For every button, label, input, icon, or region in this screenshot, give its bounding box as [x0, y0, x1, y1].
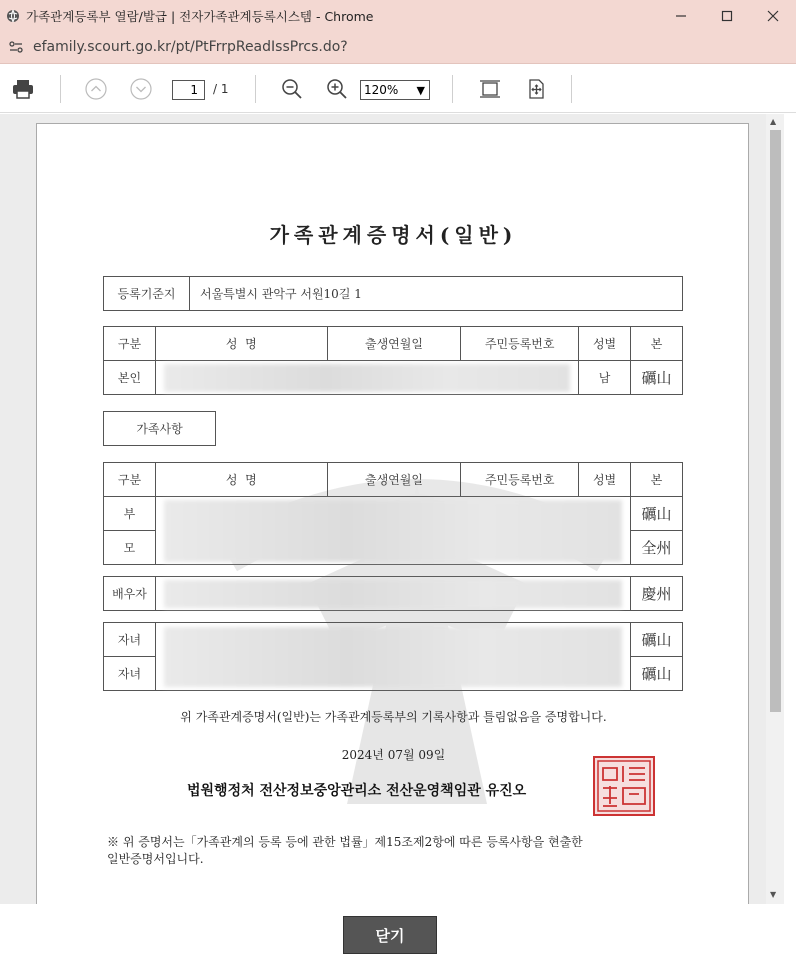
header-birth: 출생연월일: [327, 463, 461, 497]
mother-origin: 全州: [631, 531, 683, 565]
zoom-in-icon: [326, 78, 348, 100]
header-name: 성 명: [155, 463, 327, 497]
minimize-button[interactable]: [658, 0, 704, 31]
address-bar: [0, 31, 796, 64]
document-title: 가족관계증명서(일반): [269, 223, 518, 247]
child-type: 자녀: [104, 657, 156, 691]
zoom-out-icon: [281, 78, 303, 100]
tune-icon: [8, 39, 24, 55]
next-page-button[interactable]: [129, 77, 153, 101]
header-birth: 출생연월일: [327, 327, 461, 361]
scroll-up-icon[interactable]: ▲: [770, 117, 777, 126]
url-text[interactable]: efamily.scourt.go.kr/pt/PtFrrpReadIssPrcs.do?: [33, 39, 348, 55]
bottom-bar: [0, 904, 796, 966]
document-page: [36, 123, 749, 904]
maximize-icon: [721, 10, 733, 22]
child-origin: 礪山: [631, 623, 683, 657]
scroll-thumb[interactable]: [770, 130, 781, 712]
header-rrn: 주민등록번호: [461, 327, 579, 361]
maximize-button[interactable]: [704, 0, 750, 31]
self-sex: 남: [579, 361, 631, 395]
registry-label: 등록기준지: [104, 277, 190, 310]
redacted-area: [155, 361, 578, 395]
self-table: [103, 326, 683, 395]
zoom-select[interactable]: [360, 80, 430, 100]
zoom-value: 120%: [364, 83, 399, 97]
header-type: 구분: [104, 327, 156, 361]
chevron-down-icon: ▼: [416, 84, 425, 97]
legal-note: [107, 834, 667, 868]
child-type: 자녀: [104, 623, 156, 657]
fit-width-icon: [479, 78, 501, 100]
spouse-type: 배우자: [104, 577, 156, 611]
chevron-up-icon: [85, 78, 107, 100]
father-type: 부: [104, 497, 156, 531]
globe-icon: [6, 9, 20, 23]
self-origin: 礪山: [631, 361, 683, 395]
toolbar-divider: [255, 75, 256, 103]
document-viewer[interactable]: [0, 114, 766, 904]
note-line: 일반증명서입니다.: [107, 852, 204, 866]
header-rrn: 주민등록번호: [461, 463, 579, 497]
minimize-icon: [675, 10, 687, 22]
window-title-bar: [0, 0, 796, 31]
fit-width-button[interactable]: [478, 77, 502, 101]
registry-box: [103, 276, 683, 311]
certification-text: 위 가족관계증명서(일반)는 가족관계등록부의 기록사항과 틀림없음을 증명합니다.: [180, 710, 607, 724]
mother-type: 모: [104, 531, 156, 565]
issue-date: 2024년 07월 09일: [341, 748, 446, 762]
redacted-area: [155, 623, 630, 691]
page-total: / 1: [213, 82, 229, 96]
header-sex: 성별: [579, 327, 631, 361]
family-table: [103, 462, 683, 565]
spouse-table: [103, 576, 683, 611]
window-title: 가족관계등록부 열람/발급 | 전자가족관계등록시스템 - Chrome: [26, 8, 374, 24]
children-table: [103, 622, 683, 691]
registry-value: 서울특별시 관악구 서원10길 1: [200, 287, 362, 301]
header-origin: 본: [631, 327, 683, 361]
site-info-button[interactable]: [7, 38, 25, 56]
note-line: ※ 위 증명서는「가족관계의 등록 등에 관한 법률」제15조제2항에 따른 등록사항을 현출한: [107, 835, 583, 849]
fit-page-icon: [525, 78, 547, 100]
fit-page-button[interactable]: [524, 77, 548, 101]
close-icon: [767, 10, 779, 22]
zoom-in-button[interactable]: [325, 77, 349, 101]
chevron-down-icon: [130, 78, 152, 100]
scroll-down-icon[interactable]: ▼: [770, 890, 777, 899]
self-type: 본인: [104, 361, 156, 395]
official-seal: [593, 756, 655, 816]
spouse-origin: 慶州: [631, 577, 683, 611]
header-sex: 성별: [579, 463, 631, 497]
seal-pattern-icon: [595, 758, 653, 814]
father-origin: 礪山: [631, 497, 683, 531]
close-window-button[interactable]: [750, 0, 796, 31]
printer-icon: [12, 79, 34, 99]
close-button[interactable]: 닫기: [343, 916, 437, 954]
child-origin: 礪山: [631, 657, 683, 691]
toolbar-divider: [571, 75, 572, 103]
header-name: 성 명: [155, 327, 327, 361]
vertical-scrollbar[interactable]: [766, 114, 784, 904]
toolbar-divider: [60, 75, 61, 103]
page-number-input[interactable]: 1: [172, 80, 205, 100]
header-type: 구분: [104, 463, 156, 497]
redacted-area: [155, 497, 630, 565]
issuer-name: 법원행정처 전산정보중앙관리소 전산운영책임관 유진오: [187, 783, 527, 799]
header-origin: 본: [631, 463, 683, 497]
toolbar-divider: [452, 75, 453, 103]
zoom-out-button[interactable]: [280, 77, 304, 101]
previous-page-button[interactable]: [84, 77, 108, 101]
redacted-area: [155, 577, 630, 611]
print-button[interactable]: [10, 77, 36, 101]
family-label: 가족사항: [103, 411, 216, 446]
